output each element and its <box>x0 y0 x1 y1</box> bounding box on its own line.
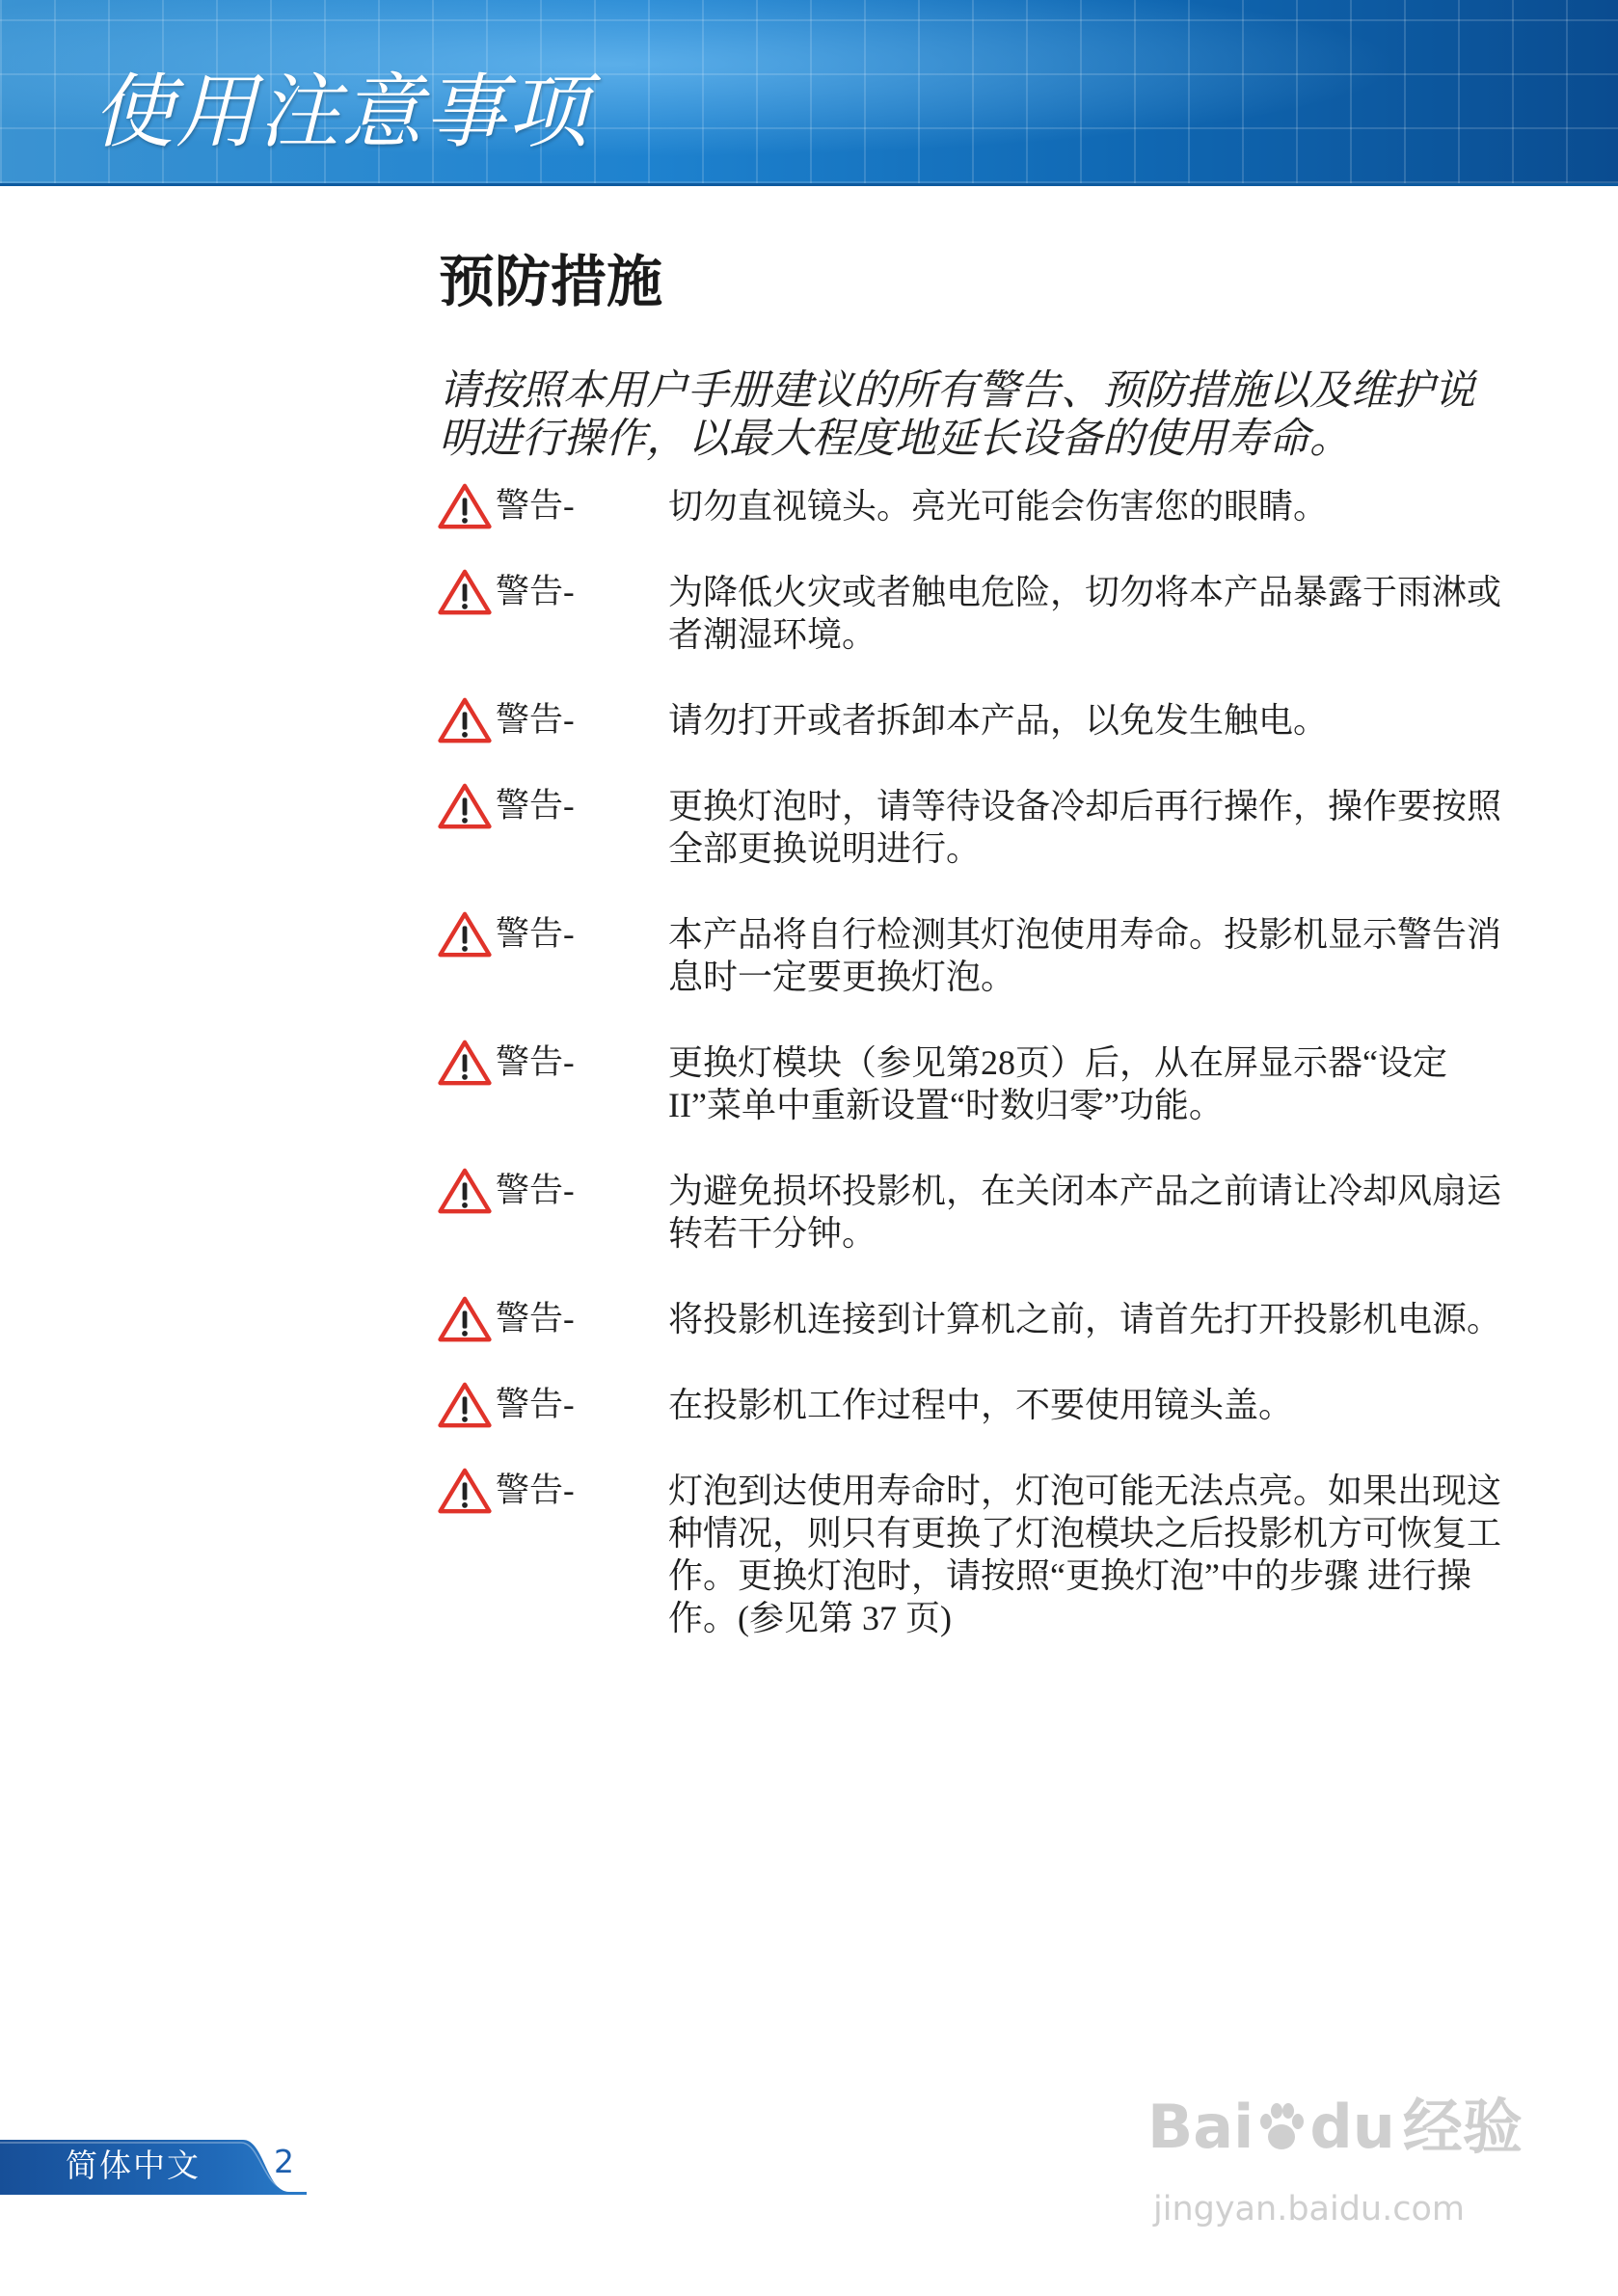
page-number: 2 <box>274 2143 294 2180</box>
warning-item <box>436 1170 1545 1255</box>
warning-label: 警告- <box>496 1172 575 1209</box>
warning-triangle-icon <box>436 568 494 616</box>
watermark-logo-text: du <box>1309 2092 1395 2162</box>
warning-text-line: 种情况，则只有更换了灯泡模块之后投影机方可恢复工 <box>668 1514 1502 1553</box>
warning-text <box>668 1470 1545 1639</box>
warning-item <box>436 1298 1545 1340</box>
warning-text-line: 更换灯泡时，请等待设备冷却后再行操作，操作要按照 <box>668 787 1502 825</box>
warning-triangle-icon <box>436 782 494 830</box>
warning-text <box>668 785 1545 870</box>
warning-triangle-icon <box>436 910 494 959</box>
watermark-logo-suffix: 经验 <box>1402 2092 1523 2162</box>
header-banner <box>0 0 1618 186</box>
warning-text <box>668 913 1545 998</box>
watermark-logo <box>1147 2089 1523 2166</box>
intro-paragraph <box>439 366 1475 463</box>
warning-label: 警告- <box>496 701 575 739</box>
warning-item <box>436 485 1545 527</box>
intro-line: 请按照本用户手册建议的所有警告、预防措施以及维护说 <box>439 366 1475 415</box>
warning-text-line: 全部更换说明进行。 <box>668 829 982 868</box>
warning-triangle-icon <box>436 1039 494 1087</box>
warning-text-line: 更换灯模块（参见第28页）后，从在屏显示器“设定 <box>668 1043 1447 1082</box>
warning-item <box>436 1384 1545 1426</box>
warning-text-line: II”菜单中重新设置“时数归零”功能。 <box>668 1086 1224 1124</box>
warning-item <box>436 1470 1545 1639</box>
warning-text <box>668 1384 1545 1426</box>
warning-label: 警告- <box>496 1300 575 1337</box>
warning-text <box>668 485 1545 527</box>
warning-triangle-icon <box>436 1295 494 1343</box>
warning-item <box>436 1041 1545 1126</box>
warning-label: 警告- <box>496 487 575 525</box>
warning-label: 警告- <box>496 787 575 824</box>
warning-triangle-icon <box>436 1167 494 1215</box>
warning-triangle-icon <box>436 696 494 744</box>
warning-label: 警告- <box>496 1043 575 1081</box>
warning-text <box>668 699 1545 742</box>
section-heading: 预防措施 <box>439 249 663 314</box>
warning-text-line: 本产品将自行检测其灯泡使用寿命。投影机显示警告消 <box>668 915 1502 954</box>
watermark-url: jingyan.baidu.com <box>1153 2190 1465 2228</box>
warning-text <box>668 1170 1545 1255</box>
warning-text-line: 为降低火灾或者触电危险，切勿将本产品暴露于雨淋或 <box>668 573 1502 611</box>
warning-text-line: 作。(参见第 37 页) <box>668 1599 952 1637</box>
warning-list <box>436 485 1545 1683</box>
warning-item <box>436 699 1545 742</box>
page-title: 使用注意事项 <box>93 65 591 159</box>
warning-text-line: 请勿打开或者拆卸本产品，以免发生触电。 <box>668 701 1329 740</box>
warning-item <box>436 785 1545 870</box>
warning-text-line: 者潮湿环境。 <box>668 615 877 654</box>
warning-label: 警告- <box>496 573 575 610</box>
warning-item <box>436 913 1545 998</box>
warning-text-line: 为避免损坏投影机，在关闭本产品之前请让冷却风扇运 <box>668 1172 1502 1210</box>
warning-triangle-icon <box>436 482 494 530</box>
warning-triangle-icon <box>436 1381 494 1429</box>
warning-text-line: 在投影机工作过程中，不要使用镜头盖。 <box>668 1386 1294 1424</box>
warning-text-line: 灯泡到达使用寿命时，灯泡可能无法点亮。如果出现这 <box>668 1472 1502 1510</box>
warning-text-line: 切勿直视镜头。亮光可能会伤害您的眼睛。 <box>668 487 1329 526</box>
warning-text-line: 作。更换灯泡时，请按照“更换灯泡”中的步骤 进行操 <box>668 1556 1471 1595</box>
warning-triangle-icon <box>436 1467 494 1515</box>
paw-icon <box>1255 2098 1308 2156</box>
warning-text <box>668 1298 1545 1340</box>
footer-language-label: 简体中文 <box>66 2147 201 2184</box>
warning-label: 警告- <box>496 1386 575 1423</box>
intro-line: 明进行操作，以最大程度地延长设备的使用寿命。 <box>439 415 1351 463</box>
warning-text-line: 转若干分钟。 <box>668 1214 877 1253</box>
warning-label: 警告- <box>496 1472 575 1509</box>
warning-label: 警告- <box>496 915 575 953</box>
warning-text <box>668 1041 1545 1126</box>
warning-text <box>668 571 1545 656</box>
warning-text-line: 将投影机连接到计算机之前，请首先打开投影机电源。 <box>668 1300 1502 1338</box>
warning-item <box>436 571 1545 656</box>
watermark-logo-text: Bai <box>1147 2092 1254 2162</box>
warning-text-line: 息时一定要更换灯泡。 <box>668 958 1016 996</box>
